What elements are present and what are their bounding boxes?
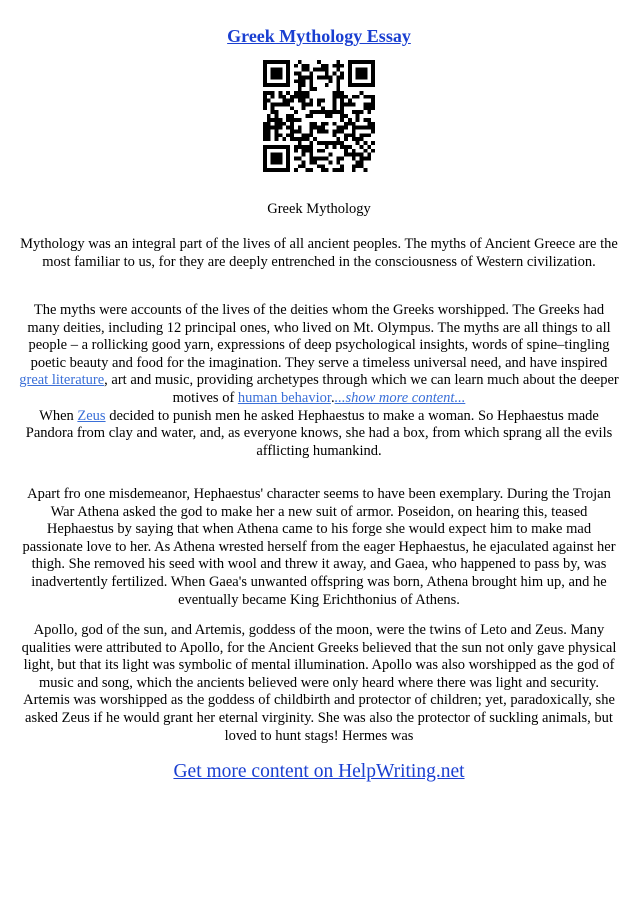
paragraph-myths bbox=[18, 302, 620, 460]
document-title-link[interactable]: Greek Mythology Essay bbox=[227, 26, 411, 46]
paragraph-myths-part-c: . bbox=[330, 389, 335, 406]
get-more-content-link[interactable]: Get more content on HelpWriting.net bbox=[173, 761, 465, 782]
paragraph-myths-part-a: The myths were accounts of the lives of the deities whom the Greeks worshipped. The Greeks had many deities, including 12 principal ones, who lived on Mt. Olympus. The myths are all things to all people – a rollicking good yarn, expressions of deep psychological insights, words of spine–tingling poetic beauty and food for the imagination. They serve a timeless universal need, and have inspired bbox=[27, 302, 611, 371]
paragraph-apollo bbox=[18, 622, 620, 745]
paragraph-zeus-part-a: When bbox=[39, 407, 78, 424]
great-literature-link[interactable]: great literature bbox=[19, 372, 105, 389]
paragraph-zeus-text bbox=[18, 408, 620, 461]
paragraph-intro-text: Mythology was an integral part of the lives of all ancient peoples. The myths of Ancient Greece are the most familiar to us, for they are deeply entrenched in the consciousness of Western civilization. bbox=[20, 236, 618, 270]
paragraph-intro bbox=[18, 236, 620, 271]
show-more-link[interactable]: ...show more content... bbox=[334, 389, 466, 406]
paragraph-zeus-part-b: decided to punish men he asked Hephaestus to make a woman. So Hephaestus made Pandora from clay and water, and, as everyone knows, she had a box, from which sprang all the evils afflicting humankind. bbox=[25, 407, 613, 459]
paragraph-myths-part-b: , art and music, providing archetypes through which we can learn much about the deeper motives of bbox=[104, 372, 619, 406]
document-subtitle: Greek Mythology bbox=[267, 201, 371, 217]
qr-code-icon bbox=[263, 60, 375, 172]
paragraph-hephaestus bbox=[18, 486, 620, 609]
zeus-link[interactable]: Zeus bbox=[77, 407, 106, 424]
paragraph-myths-text bbox=[18, 302, 620, 408]
paragraph-apollo-text: Apollo, god of the sun, and Artemis, goddess of the moon, were the twins of Leto and Zeus. Many qualities were attributed to Apollo, for the Ancient Greeks believed that the sun not only gave physical light, but that its light was symbolic of mental illumination. Apollo was also worshipped as the god of music and song, which the ancients believed were only heard where there was light and security. Artemis was worshipped as the goddess of childbirth and protector of children; yet, paradoxically, she asked Zeus if he would grant her eternal virginity. She was also the protector of suckling animals, but loved to hunt stags! Hermes was bbox=[21, 622, 617, 744]
human-behavior-link[interactable]: human behavior bbox=[237, 389, 331, 406]
paragraph-hephaestus-text: Apart fro one misdemeanor, Hephaestus' character seems to have been exemplary. During the Trojan War Athena asked the god to make her a new suit of armor. Poseidon, on hearing this, teased Hephaestus by saying that when Athena came to his forge she would expect him to make mad passionate love to her. As Athena wrested herself from the eager Hephaestus, he ejaculated against her thigh. She removed his seed with wool and threw it away, and Gaea, who happened to pass by, was inadvertently fertilized. When Gaea's unwanted offspring was born, Athena brought him up, and he eventually became King Erichthonius of Athens. bbox=[22, 486, 616, 608]
